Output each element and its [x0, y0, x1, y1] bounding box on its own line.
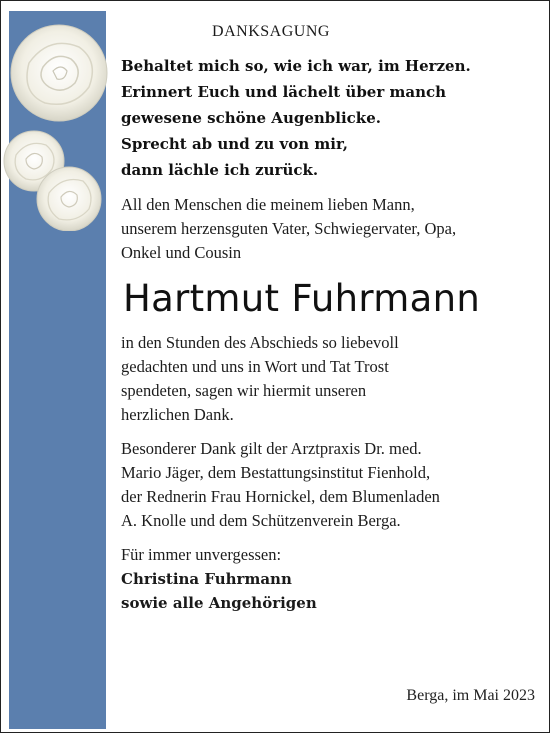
- poem-line: Behaltet mich so, wie ich war, im Herzen.: [121, 57, 471, 75]
- deceased-name: Hartmut Fuhrmann: [123, 277, 481, 320]
- intro-line: Onkel und Cousin: [121, 243, 242, 262]
- special-thanks-line: A. Knolle und dem Schützenverein Berga.: [121, 511, 401, 530]
- poem-line: Sprecht ab und zu von mir,: [121, 135, 349, 153]
- notice-content: [121, 23, 541, 615]
- signatory-family: sowie alle Angehörigen: [121, 594, 317, 612]
- closing-line: Für immer unvergessen:: [121, 545, 282, 564]
- signatories: [121, 567, 541, 615]
- poem-line: gewesene schöne Augenblicke.: [121, 109, 381, 127]
- thanks-line: gedachten und uns in Wort und Tat Trost: [121, 357, 389, 376]
- thanks-line: herzlichen Dank.: [121, 405, 234, 424]
- thanks-line: in den Stunden des Abschieds so liebevoll: [121, 333, 399, 352]
- intro-line: unserem herzensguten Vater, Schwiegervater, Opa,: [121, 219, 457, 238]
- signatory-name: Christina Fuhrmann: [121, 570, 292, 588]
- poem: [121, 53, 541, 183]
- white-roses-icon: [1, 21, 111, 231]
- special-thanks-line: Mario Jäger, dem Bestattungsinstitut Fienhold,: [121, 463, 431, 482]
- thanks-paragraph: [121, 331, 541, 427]
- intro-paragraph: [121, 193, 541, 265]
- special-thanks-paragraph: [121, 437, 541, 533]
- thanks-line: spendeten, sagen wir hiermit unseren: [121, 381, 367, 400]
- special-thanks-line: Besonderer Dank gilt der Arztpraxis Dr. med.: [121, 439, 422, 458]
- place-date: Berga, im Mai 2023: [406, 687, 535, 704]
- poem-line: dann lächle ich zurück.: [121, 161, 319, 179]
- poem-line: Erinnert Euch und lächelt über manch: [121, 83, 447, 101]
- special-thanks-line: der Rednerin Frau Hornickel, dem Blumenladen: [121, 487, 440, 506]
- notice-heading: DANKSAGUNG: [212, 23, 330, 40]
- intro-line: All den Menschen die meinem lieben Mann,: [121, 195, 415, 214]
